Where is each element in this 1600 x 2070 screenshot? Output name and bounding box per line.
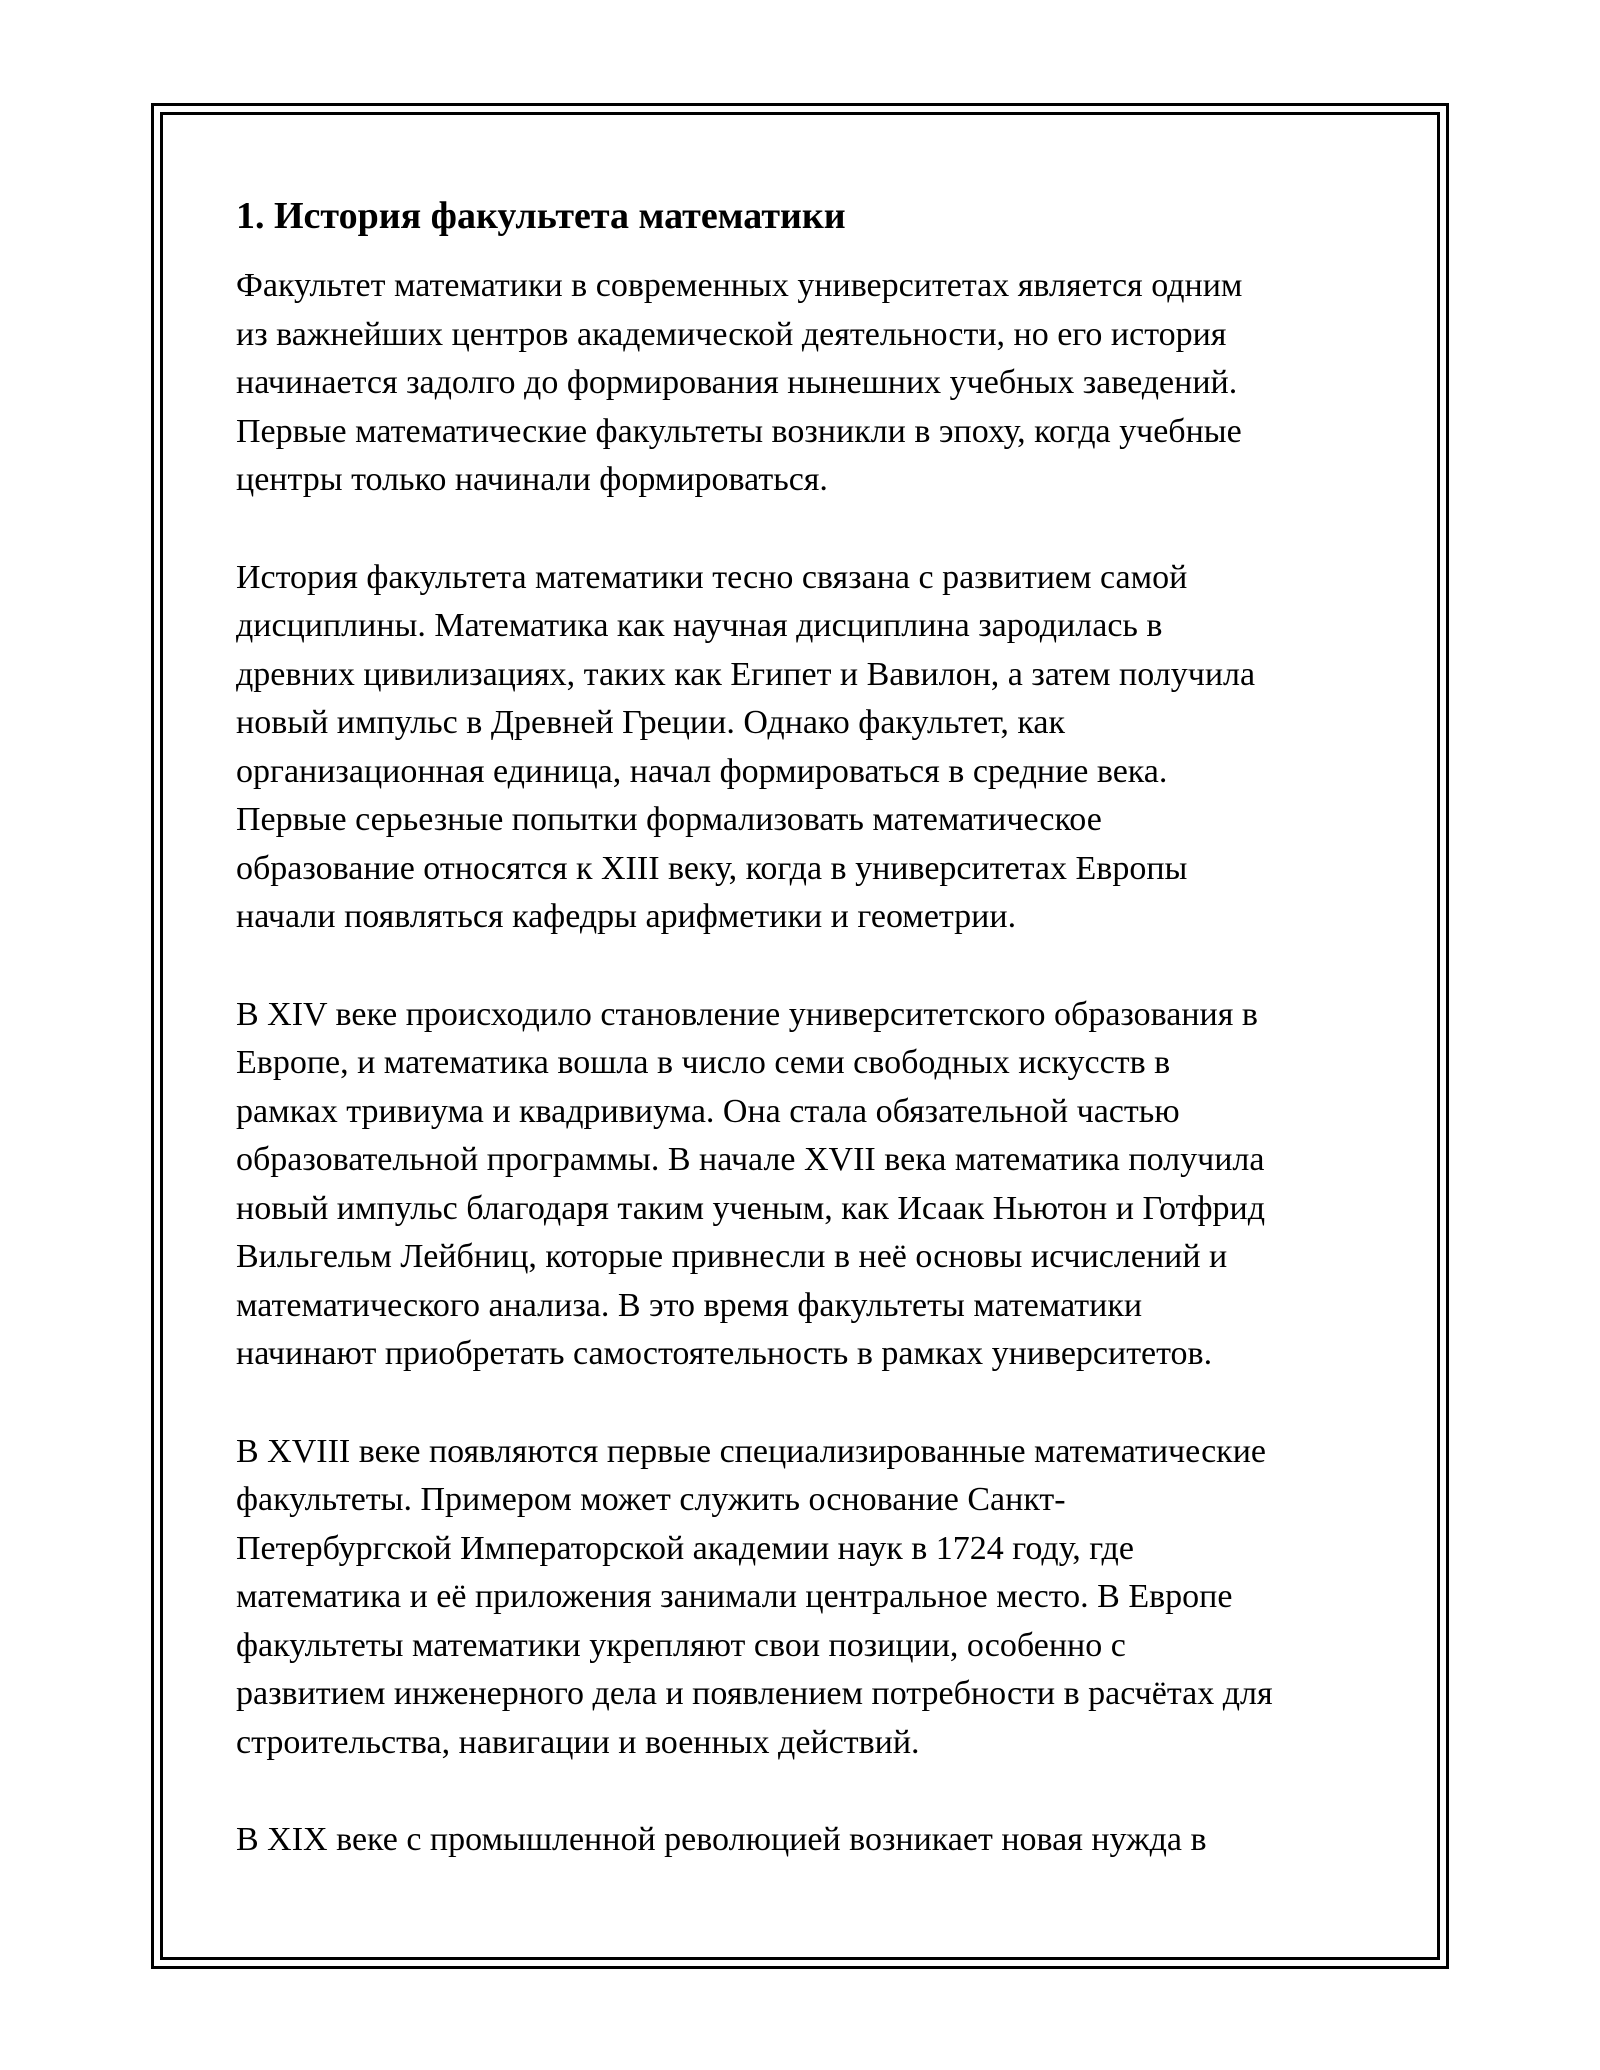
section-heading: 1. История факультета математики: [236, 195, 846, 237]
paragraph-4: В XVIII веке появляются первые специализированные математические факультеты. Примером может служить основание Санкт- Петербургской Императорской академии наук в 1724 году, где математика и её приложения занимали центральное место. В Европе факультеты математики укрепляют свои позиции, особенно с развитием инженерного дела и появлением потребности в расчётах для строительства, навигации и военных действий.: [236, 1432, 1273, 1761]
document-body: [236, 188, 1376, 1914]
paragraph-3: В XIV веке происходило становление университетского образования в Европе, и математика вошла в число семи свободных искусств в рамках тривиума и квадривиума. Она стала обязательной частью образовательной программы. В начале XVII века математика получила новый импульс благодаря таким ученым, как Исаак Ньютон и Готфрид Вильгельм Лейбниц, которые привнесли в неё основы исчислений и математического анализа. В это время факультеты математики начинают приобретать самостоятельность в рамках университетов.: [236, 995, 1266, 1372]
paragraph-1: Факультет математики в современных университетах является одним из важнейших центров академической деятельности, но его история начинается задолго до формирования нынешних учебных заведений. Первые математические факультеты возникли в эпоху, когда учебные центры только начинали формироваться.: [236, 267, 1243, 498]
paragraph-5: В XIX веке с промышленной революцией возникает новая нужда в: [236, 1821, 1207, 1858]
paragraph-2: История факультета математики тесно связана с развитием самой дисциплины. Математика как научная дисциплина зародилась в древних цивилизациях, таких как Египет и Вавилон, а затем получила новый импульс в Древней Греции. Однако факультет, как организационная единица, начал формироваться в средние века. Первые серьезные попытки формализовать математическое образование относятся к XIII веку, когда в университетах Европы начали появляться кафедры арифметики и геометрии.: [236, 558, 1256, 935]
